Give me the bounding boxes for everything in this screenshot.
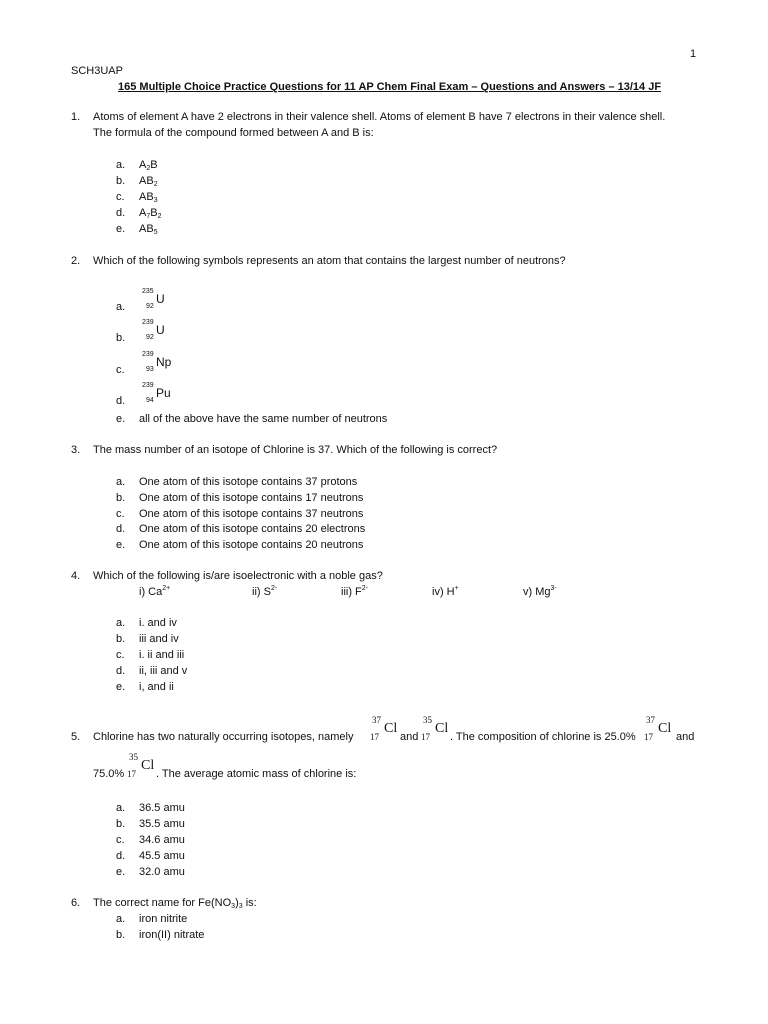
option-text: 36.5 amu [139, 802, 185, 814]
option-letter: e. [116, 539, 126, 551]
option-formula [139, 159, 158, 172]
question-text: Which of the following symbols represents an atom that contains the largest number of neutrons? [93, 255, 566, 267]
option-letter: a. [116, 617, 126, 629]
option-letter: e. [116, 413, 126, 425]
formula-part: AB [139, 191, 154, 203]
option-letter: b. [116, 492, 126, 504]
option-text: 45.5 amu [139, 850, 185, 862]
option-letter: b. [116, 633, 126, 645]
option-text: iii and iv [139, 633, 179, 645]
atomic-number: 17 [127, 769, 136, 779]
element-symbol: Pu [156, 386, 171, 400]
option-letter: b. [116, 175, 126, 187]
option-letter: d. [116, 523, 126, 535]
species-charge: 3- [550, 585, 557, 592]
atomic-number: 92 [146, 334, 154, 341]
option-text: 35.5 amu [139, 818, 185, 830]
option-text: all of the above have the same number of neutrons [139, 413, 388, 425]
species-label: v) Mg [523, 586, 551, 598]
option-text: One atom of this isotope contains 20 electrons [139, 523, 366, 535]
option-text: One atom of this isotope contains 20 neutrons [139, 539, 364, 551]
option-text: ii, iii and v [139, 665, 188, 677]
nuclide-symbol [139, 319, 179, 347]
species-item [523, 585, 557, 598]
formula-subscript: 3 [153, 197, 158, 204]
question-number: 6. [71, 897, 81, 909]
formula-part: A [139, 207, 147, 219]
option-letter: c. [116, 508, 125, 520]
option-letter: a. [116, 913, 126, 925]
atomic-number: 94 [146, 397, 154, 404]
element-symbol: Cl [658, 721, 672, 736]
option-text: i, and ii [139, 681, 174, 693]
option-text: One atom of this isotope contains 17 neutrons [139, 492, 364, 504]
mass-number: 239 [142, 319, 154, 326]
mass-number: 35 [423, 715, 432, 725]
nuclide-symbol [139, 288, 179, 316]
formula-part: is: [242, 897, 257, 909]
atomic-number: 17 [370, 732, 379, 742]
option-letter: b. [116, 818, 126, 830]
formula-part: The correct name for Fe(NO [93, 897, 232, 909]
element-symbol: Cl [141, 758, 155, 773]
element-symbol: U [156, 292, 165, 306]
nuclide-symbol [139, 351, 179, 379]
option-letter: c. [116, 191, 125, 203]
mass-number: 239 [142, 382, 154, 389]
question-text: Which of the following is/are isoelectronic with a noble gas? [93, 570, 383, 582]
question-text: . The composition of chlorine is 25.0% [450, 731, 636, 743]
question-text: and [676, 731, 695, 743]
option-text: i. ii and iii [139, 649, 185, 661]
mass-number: 235 [142, 288, 154, 295]
option-text: iron(II) nitrate [139, 929, 205, 941]
formula-part: ) [235, 897, 239, 909]
species-item [432, 585, 459, 598]
atomic-number: 17 [644, 732, 653, 742]
formula-subscript: 2 [157, 213, 162, 220]
option-letter: a. [116, 476, 126, 488]
species-item [341, 585, 368, 598]
mass-number: 239 [142, 351, 154, 358]
option-letter: e. [116, 223, 126, 235]
option-letter: b. [116, 929, 126, 941]
option-letter: c. [116, 364, 125, 376]
species-label: ii) S [252, 586, 271, 598]
document-title: 165 Multiple Choice Practice Questions for 11 AP Chem Final Exam – Questions and Answers – 13/14 JF [118, 81, 662, 93]
option-formula [139, 191, 158, 204]
species-charge: 2+ [162, 585, 171, 592]
question-text: . The average atomic mass of chlorine is: [156, 768, 357, 780]
option-text: i. and iv [139, 617, 177, 629]
option-formula [139, 223, 158, 236]
species-label: i) Ca [139, 586, 163, 598]
question-number: 4. [71, 570, 81, 582]
question-text: Chlorine has two naturally occurring isotopes, namely [93, 731, 354, 743]
isotope-symbol-cl37 [370, 715, 404, 741]
formula-part: AB [139, 175, 154, 187]
option-formula [139, 175, 158, 188]
option-letter: d. [116, 665, 126, 677]
species-label: iv) H [432, 586, 455, 598]
formula-subscript: 5 [153, 229, 158, 236]
option-letter: c. [116, 834, 125, 846]
question-text: The mass number of an isotope of Chlorine is 37. Which of the following is correct? [93, 444, 498, 456]
question-text: 75.0% [93, 768, 125, 780]
option-letter: a. [116, 159, 126, 171]
option-letter: a. [116, 301, 126, 313]
question-text: The formula of the compound formed between A and B is: [93, 127, 374, 139]
formula-subscript: 2 [153, 181, 158, 188]
page-number: 1 [690, 48, 697, 60]
formula-subscript: 3 [238, 903, 243, 910]
question-number: 3. [71, 444, 81, 456]
element-symbol: Cl [384, 721, 398, 736]
species-charge: + [454, 585, 459, 592]
isotope-symbol-cl37 [644, 715, 678, 741]
course-code: SCH3UAP [71, 65, 123, 77]
nuclide-symbol [139, 382, 179, 410]
option-letter: b. [116, 332, 126, 344]
option-letter: d. [116, 850, 126, 862]
mass-number: 37 [372, 715, 381, 725]
species-charge: 2- [270, 585, 278, 592]
option-letter: a. [116, 802, 126, 814]
option-text: 32.0 amu [139, 866, 185, 878]
question-text [93, 897, 257, 910]
formula-subscript: 7 [146, 213, 151, 220]
atomic-number: 17 [421, 732, 430, 742]
option-text: 34.6 amu [139, 834, 185, 846]
formula-part: A [139, 159, 147, 171]
option-text: iron nitrite [139, 913, 188, 925]
option-formula [139, 207, 162, 220]
mass-number: 37 [646, 715, 655, 725]
option-letter: d. [116, 207, 126, 219]
option-letter: c. [116, 649, 125, 661]
species-item [252, 585, 277, 598]
element-symbol: U [156, 323, 165, 337]
option-letter: d. [116, 395, 126, 407]
option-letter: e. [116, 681, 126, 693]
element-symbol: Cl [435, 721, 449, 736]
formula-subscript: 2 [146, 165, 151, 172]
formula-part: AB [139, 223, 154, 235]
option-letter: e. [116, 866, 126, 878]
mass-number: 35 [129, 752, 138, 762]
formula-subscript: 3 [231, 903, 236, 910]
formula-part: B [150, 159, 158, 171]
question-number: 2. [71, 255, 81, 267]
option-text: One atom of this isotope contains 37 neutrons [139, 508, 364, 520]
question-text: Atoms of element A have 2 electrons in their valence shell. Atoms of element B have 7 electrons in their valence shell. [93, 111, 666, 123]
element-symbol: Np [156, 355, 172, 369]
atomic-number: 93 [146, 366, 154, 373]
species-charge: 2- [361, 585, 369, 592]
species-item [139, 585, 170, 598]
formula-part: B [150, 207, 158, 219]
question-number: 5. [71, 731, 81, 743]
option-text: One atom of this isotope contains 37 protons [139, 476, 358, 488]
atomic-number: 92 [146, 303, 154, 310]
question-text: and [400, 731, 419, 743]
question-number: 1. [71, 111, 81, 123]
species-label: iii) F [341, 586, 362, 598]
